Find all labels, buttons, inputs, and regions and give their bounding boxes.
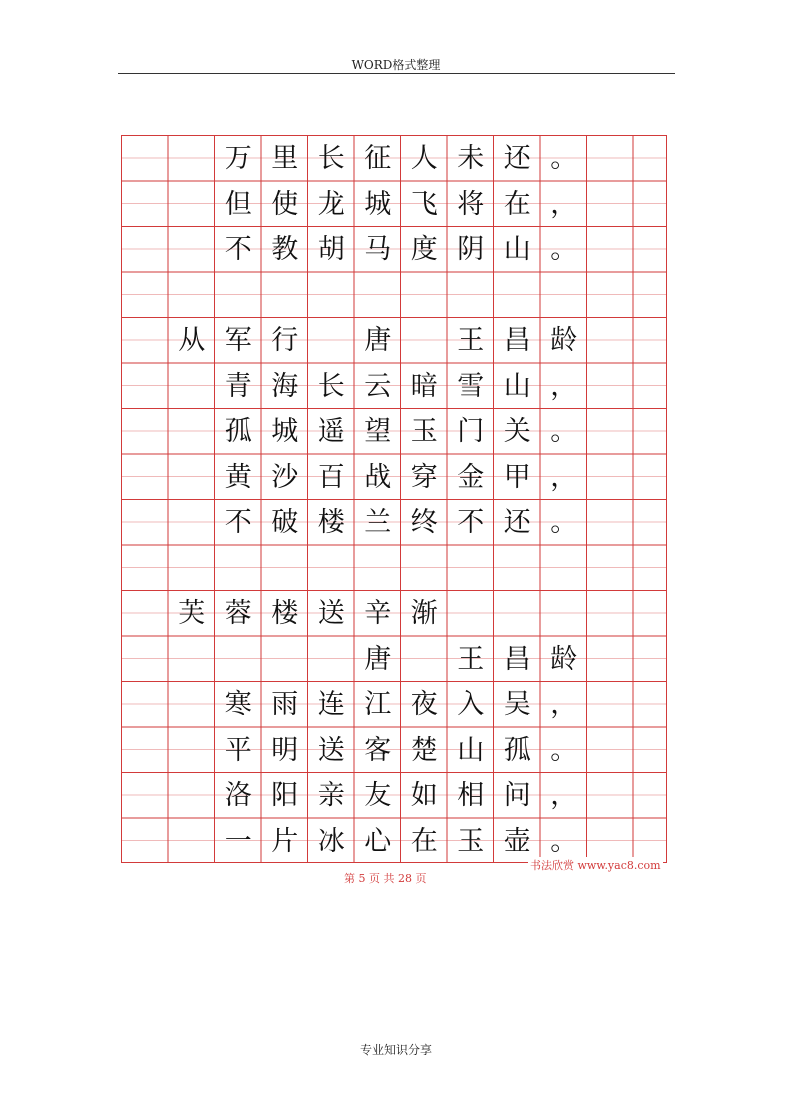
grid-cell	[122, 409, 169, 455]
grid-cell: 唐	[364, 643, 392, 675]
grid-row	[122, 182, 668, 228]
grid-cell: 沙	[271, 461, 299, 493]
grid-cell	[541, 273, 588, 319]
grid-cell: 楚	[410, 734, 438, 766]
grid-cell: 辛	[364, 598, 392, 630]
grid-cell	[587, 273, 634, 319]
grid-cell	[169, 136, 216, 182]
grid-cell: 暗	[410, 370, 438, 402]
grid-cell: 。	[550, 507, 578, 539]
grid-cell: 人	[410, 143, 438, 175]
grid-cell: 城	[364, 188, 392, 220]
grid-cell	[262, 546, 309, 592]
grid-cell: 芙	[178, 598, 206, 630]
grid-cell	[587, 500, 634, 546]
grid-cell	[587, 773, 634, 819]
page-footer: 专业知识分享	[359, 1043, 432, 1057]
grid-cell: 望	[364, 416, 392, 448]
grid-cell: ，	[550, 461, 578, 493]
grid-cell	[634, 318, 681, 364]
grid-row	[122, 500, 668, 546]
grid-cell: 里	[271, 143, 299, 175]
grid-cell	[587, 364, 634, 410]
grid-cell	[215, 273, 262, 319]
grid-cell: 兰	[364, 507, 392, 539]
grid-cell	[169, 773, 216, 819]
grid-cell	[169, 455, 216, 501]
grid-cell: ，	[550, 780, 578, 812]
grid-row	[122, 728, 668, 774]
grid-cell	[401, 637, 448, 683]
grid-cell	[634, 182, 681, 228]
grid-cell: 入	[457, 689, 485, 721]
grid-cell	[634, 364, 681, 410]
grid-cell	[587, 455, 634, 501]
grid-row	[122, 409, 668, 455]
grid-cell: 。	[550, 234, 578, 266]
grid-cell: 明	[271, 734, 299, 766]
grid-cell: 龄	[550, 325, 578, 357]
grid-cell	[634, 682, 681, 728]
grid-row	[122, 455, 668, 501]
grid-cell: 度	[410, 234, 438, 266]
grid-cell	[634, 227, 681, 273]
grid-cell: 壶	[503, 825, 531, 857]
grid-cell	[215, 637, 262, 683]
grid-cell: 还	[503, 143, 531, 175]
grid-cell: 孤	[224, 416, 252, 448]
grid-cell: 不	[224, 234, 252, 266]
grid-cell: 唐	[364, 325, 392, 357]
grid-cell: 山	[503, 370, 531, 402]
grid-cell: 阳	[271, 780, 299, 812]
grid-cell	[169, 273, 216, 319]
grid-row	[122, 318, 668, 364]
grid-cell: 从	[178, 325, 206, 357]
grid-cell	[122, 637, 169, 683]
grid-cell: 终	[410, 507, 438, 539]
grid-cell: 送	[317, 598, 345, 630]
grid-row	[122, 682, 668, 728]
grid-cell: 客	[364, 734, 392, 766]
grid-cell	[169, 819, 216, 865]
grid-cell	[169, 637, 216, 683]
grid-cell: 如	[410, 780, 438, 812]
grid-cell	[634, 637, 681, 683]
grid-cell: 龙	[317, 188, 345, 220]
grid-cell: 片	[271, 825, 299, 857]
grid-cell: 楼	[271, 598, 299, 630]
grid-cell: 马	[364, 234, 392, 266]
grid-cell: 在	[503, 188, 531, 220]
grid-cell	[122, 728, 169, 774]
grid-cell: 友	[364, 780, 392, 812]
grid-cell	[122, 682, 169, 728]
grid-cell: 。	[550, 143, 578, 175]
grid-cell: 城	[271, 416, 299, 448]
grid-cell: 百	[317, 461, 345, 493]
grid-cell: 玉	[457, 825, 485, 857]
grid-cell	[587, 682, 634, 728]
grid-cell	[122, 546, 169, 592]
grid-cell: 王	[457, 325, 485, 357]
grid-cell: 王	[457, 643, 485, 675]
grid-cell: 送	[317, 734, 345, 766]
grid-cell: ，	[550, 370, 578, 402]
grid-cell	[587, 318, 634, 364]
grid-cell: 长	[317, 370, 345, 402]
grid-cell: 连	[317, 689, 345, 721]
grid-cell: 万	[224, 143, 252, 175]
grid-row	[122, 773, 668, 819]
grid-cell: 夜	[410, 689, 438, 721]
grid-cell: 长	[317, 143, 345, 175]
grid-cell	[587, 546, 634, 592]
grid-cell: 胡	[317, 234, 345, 266]
grid-cell	[122, 455, 169, 501]
grid-cell	[262, 637, 309, 683]
grid-cell	[308, 318, 355, 364]
grid-cell	[587, 227, 634, 273]
grid-cell: 甲	[503, 461, 531, 493]
grid-cell	[634, 136, 681, 182]
grid-cell	[169, 227, 216, 273]
grid-cell	[587, 136, 634, 182]
grid-row	[122, 364, 668, 410]
grid-cell: 海	[271, 370, 299, 402]
grid-cell	[122, 227, 169, 273]
grid-cell	[448, 273, 495, 319]
grid-cell: 孤	[503, 734, 531, 766]
grid-cell: 相	[457, 780, 485, 812]
calligraphy-grid-sheet	[121, 135, 667, 863]
grid-cell: 蓉	[224, 598, 252, 630]
grid-cell: 雨	[271, 689, 299, 721]
grid-cell: 青	[224, 370, 252, 402]
grid-cell	[401, 318, 448, 364]
grid-cell	[587, 591, 634, 637]
grid-cell	[169, 364, 216, 410]
grid-cell	[587, 728, 634, 774]
grid-cell	[169, 182, 216, 228]
grid-cell: ，	[550, 689, 578, 721]
grid-row	[122, 136, 668, 182]
grid-cell: 穿	[410, 461, 438, 493]
grid-cell: 教	[271, 234, 299, 266]
grid-cell	[215, 546, 262, 592]
grid-cell	[122, 273, 169, 319]
grid-cell: 冰	[317, 825, 345, 857]
grid-cell: 昌	[503, 325, 531, 357]
grid-cell	[169, 409, 216, 455]
grid-cell: 战	[364, 461, 392, 493]
grid-cell	[308, 637, 355, 683]
grid-cell: 山	[503, 234, 531, 266]
grid-cell: 不	[224, 507, 252, 539]
grid-cell: 不	[457, 507, 485, 539]
grid-cell	[634, 546, 681, 592]
grid-cell	[122, 819, 169, 865]
page-header-title: WORD格式整理	[351, 58, 441, 72]
grid-cell: 行	[271, 325, 299, 357]
grid-cell	[587, 409, 634, 455]
grid-cell: 昌	[503, 643, 531, 675]
grid-cell: 在	[410, 825, 438, 857]
grid-cell: 使	[271, 188, 299, 220]
grid-cell: ，	[550, 188, 578, 220]
grid-cell	[169, 728, 216, 774]
grid-cell: 军	[224, 325, 252, 357]
grid-cell	[634, 455, 681, 501]
grid-cell	[401, 546, 448, 592]
grid-cell	[355, 546, 402, 592]
grid-cell: 飞	[410, 188, 438, 220]
grid-cell: 山	[457, 734, 485, 766]
grid-cell: 心	[364, 825, 392, 857]
grid-cell: 江	[364, 689, 392, 721]
grid-cell: 金	[457, 461, 485, 493]
grid-cell: 一	[224, 825, 252, 857]
header-divider	[118, 73, 675, 74]
grid-cell: 阴	[457, 234, 485, 266]
grid-cell: 亲	[317, 780, 345, 812]
grid-cell: 渐	[410, 598, 438, 630]
grid-cell	[122, 364, 169, 410]
grid-cell	[169, 546, 216, 592]
grid-cell: 黄	[224, 461, 252, 493]
grid-cell	[308, 273, 355, 319]
grid-cell: 玉	[410, 416, 438, 448]
grid-cell	[308, 546, 355, 592]
grid-cell	[169, 500, 216, 546]
grid-cell	[587, 182, 634, 228]
grid-cell	[122, 773, 169, 819]
grid-cell	[541, 591, 588, 637]
grid-cell	[169, 682, 216, 728]
grid-cell	[634, 773, 681, 819]
grid-cell: 未	[457, 143, 485, 175]
grid-cell: 云	[364, 370, 392, 402]
grid-cell: 遥	[317, 416, 345, 448]
grid-cell: 将	[457, 188, 485, 220]
grid-cell: 门	[457, 416, 485, 448]
grid-cell	[494, 273, 541, 319]
grid-cell	[587, 637, 634, 683]
page-number: 第 5 页 共 28 页	[344, 872, 427, 885]
watermark-text: 书法欣赏 www.yac8.com	[530, 859, 661, 872]
grid-row	[122, 546, 668, 592]
grid-cell	[448, 546, 495, 592]
grid-cell	[494, 546, 541, 592]
grid-cell	[634, 500, 681, 546]
grid-cell	[262, 273, 309, 319]
grid-cell	[401, 273, 448, 319]
grid-cell: 吴	[503, 689, 531, 721]
grid-cell	[355, 273, 402, 319]
grid-cell: 雪	[457, 370, 485, 402]
grid-cell: 问	[503, 780, 531, 812]
grid-cell: 破	[271, 507, 299, 539]
grid-cell: 龄	[550, 643, 578, 675]
grid-cell	[122, 318, 169, 364]
grid-row	[122, 637, 668, 683]
grid-cell: 楼	[317, 507, 345, 539]
grid-cell	[122, 500, 169, 546]
grid-cell	[448, 591, 495, 637]
grid-cell	[634, 728, 681, 774]
grid-cell	[634, 591, 681, 637]
grid-cell: 寒	[224, 689, 252, 721]
grid-cell	[122, 591, 169, 637]
grid-cell	[634, 409, 681, 455]
grid-cell	[122, 136, 169, 182]
grid-row	[122, 227, 668, 273]
grid-row	[122, 273, 668, 319]
grid-cell: 平	[224, 734, 252, 766]
grid-cell	[634, 273, 681, 319]
grid-cell: 征	[364, 143, 392, 175]
grid-cell	[541, 546, 588, 592]
grid-cell	[494, 591, 541, 637]
grid-row	[122, 591, 668, 637]
grid-cell: 。	[550, 825, 578, 857]
grid-cell: 但	[224, 188, 252, 220]
grid-cell: 洛	[224, 780, 252, 812]
grid-cell: 。	[550, 734, 578, 766]
grid-cell: 还	[503, 507, 531, 539]
grid-cell	[122, 182, 169, 228]
grid-cell: 关	[503, 416, 531, 448]
grid-cell: 。	[550, 416, 578, 448]
